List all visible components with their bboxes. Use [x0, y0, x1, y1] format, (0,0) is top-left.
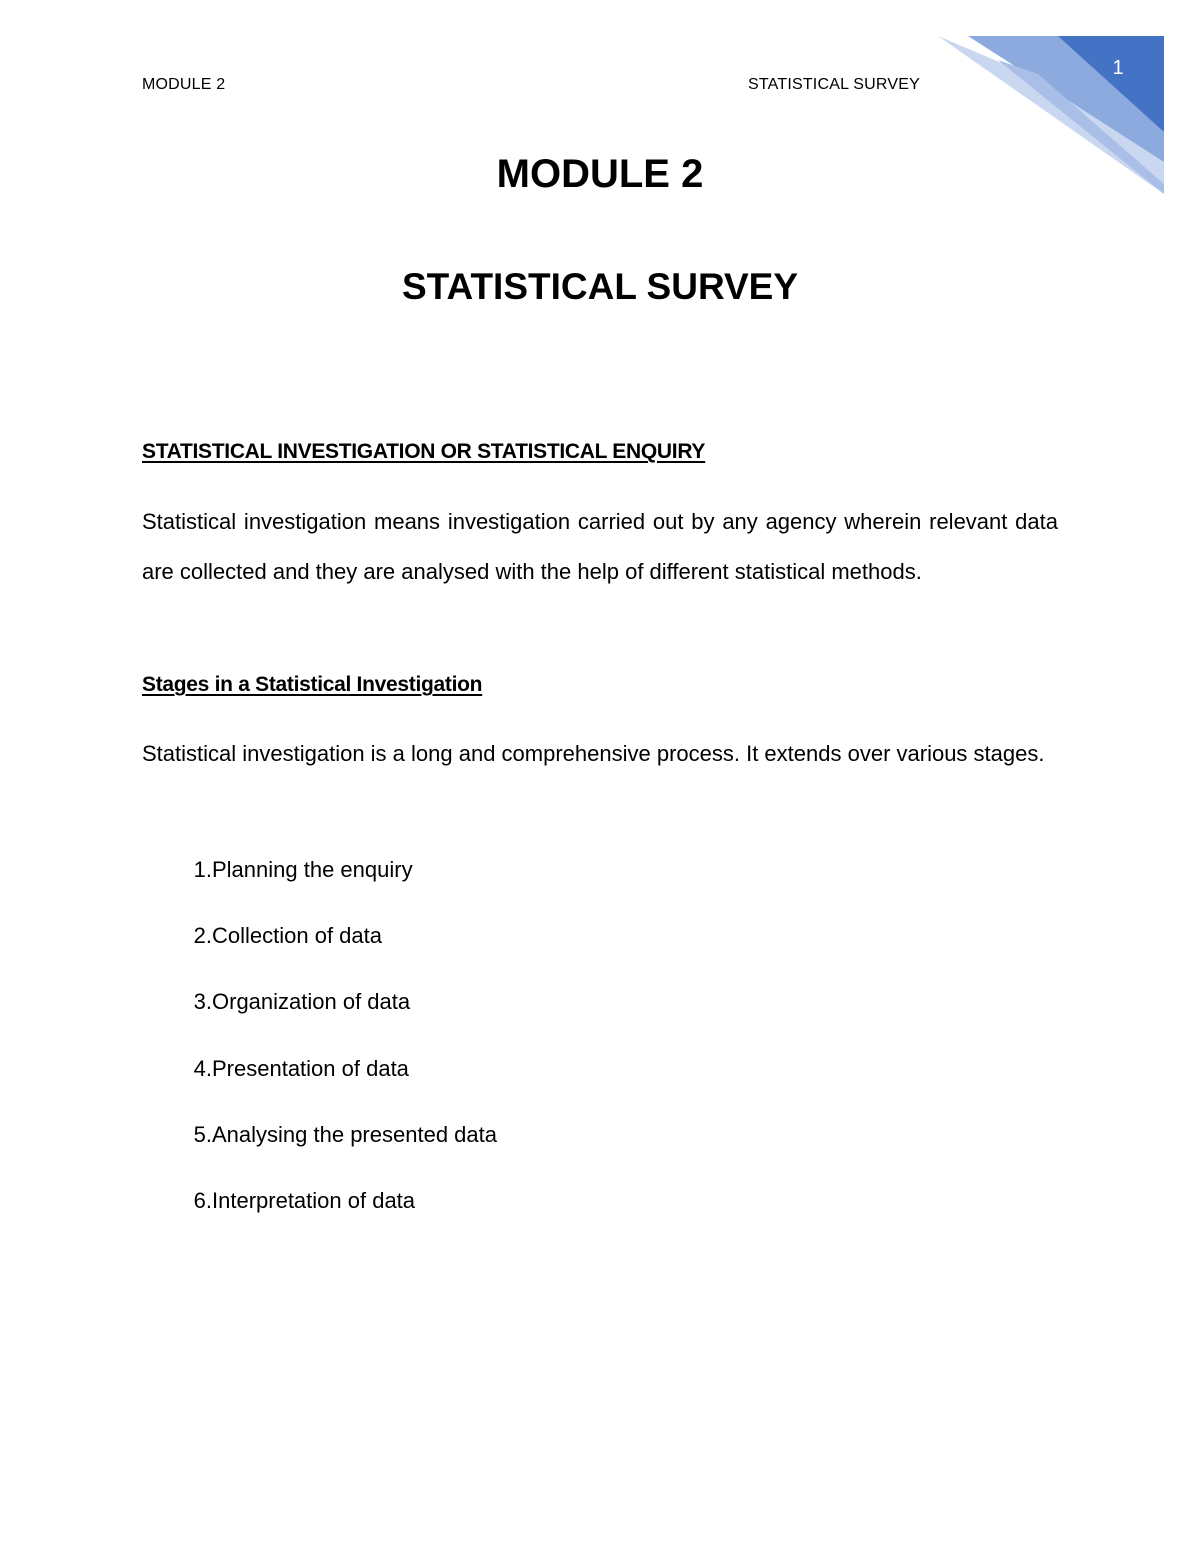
list-item — [142, 845, 413, 911]
list-item-number: 2. — [193, 923, 212, 949]
list-item — [142, 911, 382, 977]
list-item-number: 3. — [193, 989, 212, 1015]
list-item — [142, 1110, 497, 1176]
paragraph-definition: Statistical investigation means investigation carried out by any agency wherein relevant data are collected and they are analysed with the help of different statistical methods. — [142, 509, 1058, 584]
list-item-number: 5. — [193, 1121, 212, 1147]
running-header-right: STATISTICAL SURVEY — [748, 76, 920, 93]
list-item-number: 4. — [193, 1055, 212, 1081]
document-subtitle: STATISTICAL SURVEY — [401, 266, 799, 307]
paragraph-stages-intro: Statistical investigation is a long and comprehensive process. It extends over various stages. — [142, 741, 1045, 766]
running-header-left: MODULE 2 — [142, 76, 226, 93]
document-title: MODULE 2 — [496, 152, 704, 196]
list-item-text: Collection of data — [212, 923, 382, 949]
list-item-number: 1. — [193, 857, 212, 882]
section-heading-stages: Stages in a Statistical Investigation — [142, 673, 483, 696]
list-item-number: 6. — [193, 1187, 212, 1213]
list-item — [142, 1044, 409, 1110]
page-number: 1 — [1112, 57, 1124, 79]
stages-list — [142, 845, 497, 1242]
list-item — [142, 977, 411, 1043]
list-item-text: Analysing the presented data — [212, 1121, 497, 1147]
list-item-text: Interpretation of data — [212, 1187, 416, 1213]
section-heading-investigation: STATISTICAL INVESTIGATION OR STATISTICAL ENQUIRY — [142, 440, 706, 463]
list-item-text: Presentation of data — [212, 1055, 409, 1081]
list-item-text: Organization of data — [212, 989, 411, 1015]
list-item — [142, 1176, 416, 1242]
list-item-text: Planning the enquiry — [212, 857, 413, 882]
